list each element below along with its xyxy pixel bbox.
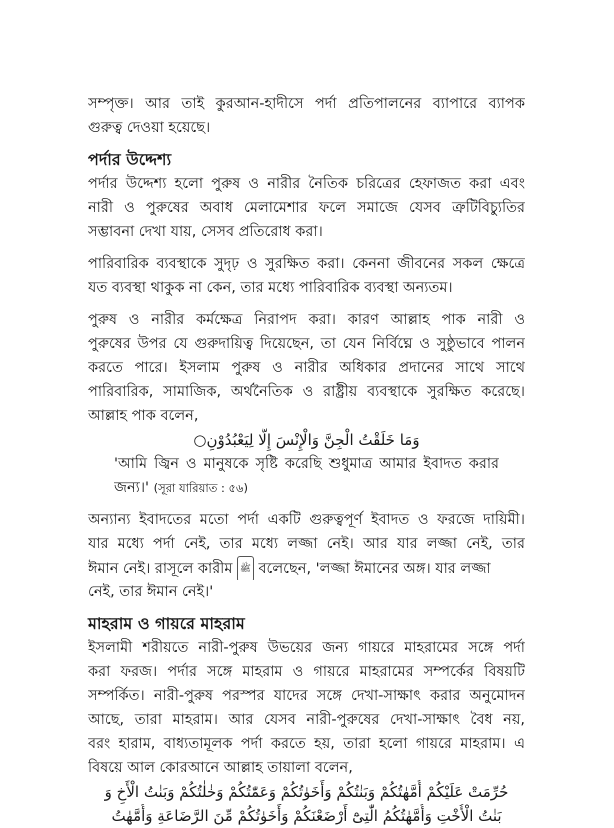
paragraph bbox=[88, 636, 525, 780]
arabic-verse-line: حُرِّمَتْ عَلَيْكُمْ أُمَّهٰتُكُمْ وَبَنٰتُكُمْ وَأَخَوٰتُكُمْ وَعَمّٰتُكُمْ وَخٰلٰتُكُمْ وَبَنٰتُ الْأَخِ وَ bbox=[104, 783, 509, 801]
section-heading: মাহরাম ও গায়রে মাহরাম bbox=[88, 614, 245, 633]
text-line: গুরুত্ব দেওয়া হয়েছে। bbox=[88, 120, 211, 136]
salutation-icon: ﷺ bbox=[237, 556, 254, 580]
text-fragment: ঈমান নেই। রাসূলে কারীম bbox=[88, 561, 233, 577]
text-line: বিষয়ে আল কোরআনে আল্লাহ তায়ালা বলেন, bbox=[88, 760, 353, 776]
arabic-verse-line: بَنٰتُ الْأُخْتِ وَأُمَّهٰتُكُمُ الّٰتِىْٓ أَرْضَعْنَكُمْ وَأَخَوٰتُكُمْ مِّنَ الرَّضَاعَةِ وَأُمَّهٰتُ bbox=[111, 807, 502, 825]
text-line: নারী ও পুরুষের অবাধ মেলামেশার ফলে সমাজে যেসব ত্রুটিবিচ্যুতির bbox=[88, 200, 525, 216]
text-line: সম্পর্কিত। নারী-পুরুষ পরস্পর যাদের সঙ্গে দেখা-সাক্ষাৎ করার অনুমোদন bbox=[88, 688, 525, 704]
text-line: 'আমি জ্বিন ও মানুষকে সৃষ্টি করেছি শুধুমাত্র আমার ইবাদত করার bbox=[114, 456, 499, 472]
paragraph bbox=[88, 308, 525, 428]
text-line: আল্লাহ পাক বলেন, bbox=[88, 408, 199, 424]
text-line: নেই, তার ঈমান নেই।' bbox=[88, 584, 214, 600]
text-line: যত ব্যবস্থা থাকুক না কেন, তার মধ্যে পারিবারিক ব্যবস্থা অন্যতম। bbox=[88, 280, 453, 296]
text-fragment: বলেছেন, 'লজ্জা ঈমানের অঙ্গ। যার লজ্জা bbox=[258, 561, 491, 577]
text-line bbox=[88, 556, 525, 580]
text-line: সম্পৃক্ত। আর তাই কুরআন-হাদীসে পর্দা প্রতিপালনের ব্যাপারে ব্যাপক bbox=[88, 96, 525, 112]
paragraph bbox=[88, 172, 525, 244]
paragraph bbox=[88, 508, 525, 604]
text-line: ইসলামী শরীয়তে নারী-পুরুষ উভয়ের জন্য গায়রে মাহরামের সঙ্গে পর্দা bbox=[88, 640, 525, 656]
intro-paragraph bbox=[88, 92, 525, 140]
text-line: পারিবারিক, সামাজিক, অর্থনৈতিক ও রাষ্ট্রীয় ব্যবস্থাকে সুরক্ষিত করেছে। bbox=[88, 384, 525, 400]
text-line: পুরুষের উপর যে গুরুদায়িত্ব দিয়েছেন, তা যেন নির্বিঘ্নে ও সুষ্ঠুভাবে পালন bbox=[88, 336, 525, 352]
text-line: করা ফরজ। পর্দার সঙ্গে মাহরাম ও গায়রে মাহরামের সম্পর্কের বিষয়টি bbox=[88, 664, 525, 680]
arabic-verse: وَمَا خَلَقْتُ الْجِنَّ وَالْإِنْسَ إِلَّا لِيَعْبُدُوْنِ○ bbox=[193, 431, 420, 449]
verse-reference: (সূরা যারিয়াত : ৫৬) bbox=[153, 481, 248, 495]
text-line: পুরুষ ও নারীর কর্মক্ষেত্র নিরাপদ করা। কারণ আল্লাহ পাক নারী ও bbox=[88, 312, 525, 328]
text-line: পারিবারিক ব্যবস্থাকে সুদৃঢ় ও সুরক্ষিত করা। কেননা জীবনের সকল ক্ষেত্রে bbox=[88, 256, 525, 272]
section-heading: পর্দার উদ্দেশ্য bbox=[88, 150, 172, 169]
text-line: বরং হারাম, বাধ্যতামূলক পর্দা করতে হয়, তারা হলো গায়রে মাহরাম। এ bbox=[88, 736, 525, 752]
verse-translation bbox=[88, 452, 525, 500]
paragraph bbox=[88, 252, 525, 300]
text-line bbox=[114, 476, 499, 500]
text-line: করতে পারে। ইসলাম পুরুষ ও নারীর অধিকার প্রদানের সাথে সাথে bbox=[88, 360, 525, 376]
text-line: যার মধ্যে পর্দা নেই, তার মধ্যে লজ্জা নেই। আর যার লজ্জা নেই, তার bbox=[88, 536, 525, 552]
text-line: পর্দার উদ্দেশ্য হলো পুরুষ ও নারীর নৈতিক চরিত্রের হেফাজত করা এবং bbox=[88, 176, 525, 192]
document-page bbox=[88, 92, 525, 828]
translation-text: জন্য।' bbox=[114, 480, 150, 496]
text-line: আছে, তারা মাহরাম। আর যেসব নারী-পুরুষের দেখা-সাক্ষাৎ বৈধ নয়, bbox=[88, 712, 525, 728]
text-line: অন্যান্য ইবাদতের মতো পর্দা একটি গুরুত্বপূর্ণ ইবাদত ও ফরজে দায়িমী। bbox=[88, 512, 525, 528]
text-line: সম্ভাবনা দেখা যায়, সেসব প্রতিরোধ করা। bbox=[88, 224, 323, 240]
